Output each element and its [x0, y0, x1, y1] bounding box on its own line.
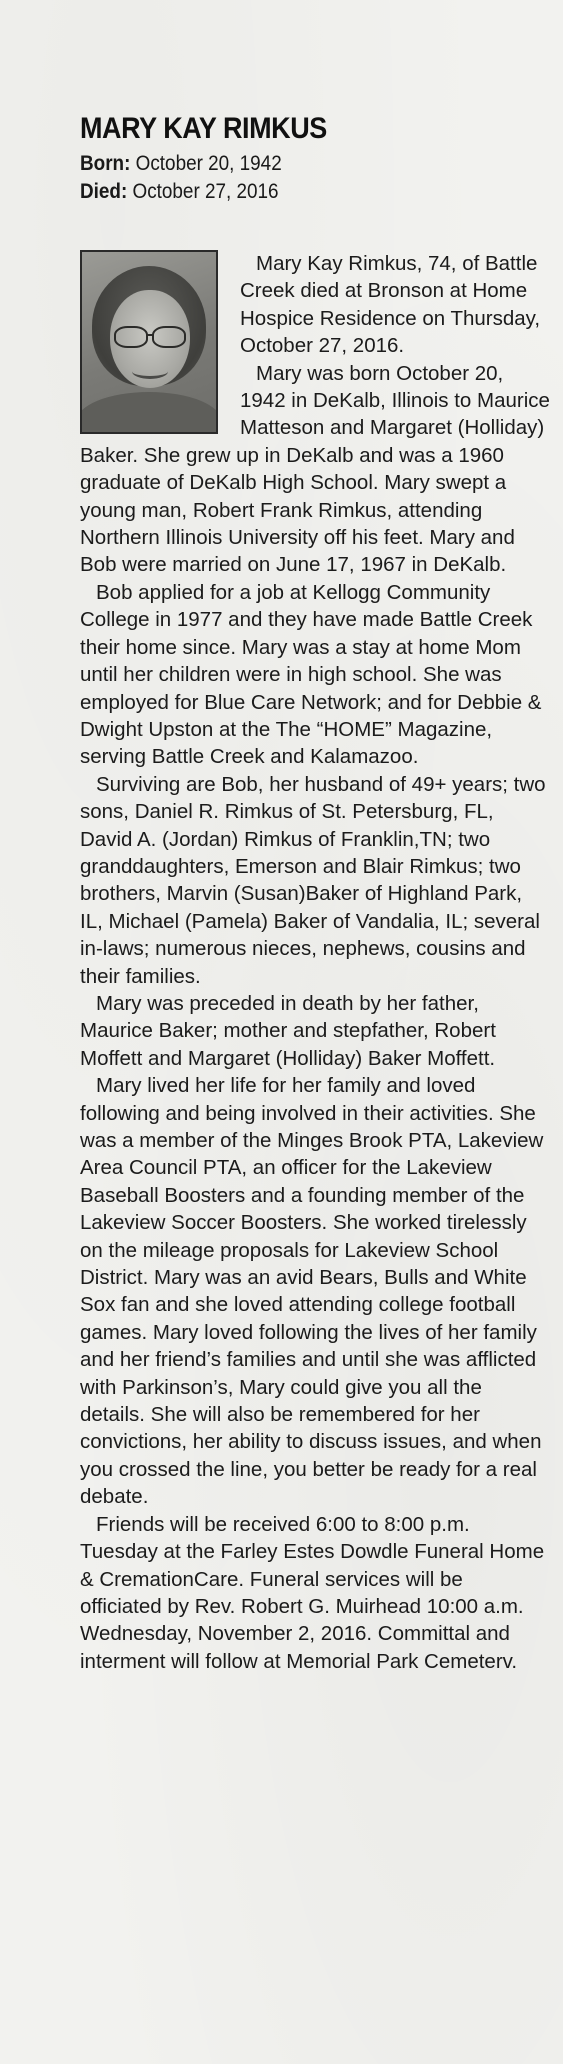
paragraph-career: Bob applied for a job at Kellogg Community College in 1977 and they have made Battle Creek their home since. Mary was a stay at home Mom until her children were in high school. She was employed for Blue Care Network; and for Debbie & Dwight Upston at the The “HOME” Magazine, serving Battle Creek and Kalamazoo. [80, 580, 542, 769]
obituary-body [80, 250, 550, 1675]
died-label: Died: [80, 180, 128, 203]
paragraph-early-life: Mary was born October 20, 1942 in DeKalb, Illinois to Maurice Matteson and Margaret (Holliday) Baker. She grew up in DeKalb and was a 1960 graduate of DeKalb High School. Mary swept a young man, Robert Frank Rimkus, attending Northern Illinois University off his feet. Mary and Bob were married on June 17, 1967 in DeKalb. [80, 361, 550, 577]
obituary-name: MARY KAY RIMKUS [80, 112, 327, 145]
paragraph-survivors: Surviving are Bob, her husband of 49+ years; two sons, Daniel R. Rimkus of St. Petersburg, FL, David A. (Jordan) Rimkus of Franklin,TN; two granddaughters, Emerson and Blair Rimkus; two brothers, Marvin (Susan)Baker of Highland Park, IL, Michael (Pamela) Baker of Vandalia, IL; several in-laws; numerous nieces, nephews, cousins and their families. [80, 772, 546, 988]
paragraph-preceded: Mary was preceded in death by her father, Maurice Baker; mother and stepfather, Robert Moffett and Margaret (Holliday) Baker Moffett. [80, 991, 496, 1070]
obituary-dates [80, 150, 501, 206]
died-line [80, 178, 501, 206]
born-line [80, 150, 501, 178]
died-value: October 27, 2016 [132, 180, 279, 203]
paragraph-services: Friends will be received 6:00 to 8:00 p.m. Tuesday at the Farley Estes Dowdle Funeral Home & CremationCare. Funeral services will be officiated by Rev. Robert G. Muirhead 10:00 a.m. Wednesday, November 2, 2016. Committal and interment will follow at Memorial Park Cemeterv. [80, 1512, 545, 1673]
portrait-photo [80, 250, 218, 434]
paragraph-life: Mary lived her life for her family and loved following and being involved in their activities. She was a member of the Minges Brook PTA, Lakeview Area Council PTA, an officer for the Lakeview Baseball Boosters and a founding member of the Lakeview Soccer Boosters. She worked tirelessly on the mileage proposals for Lakeview School District. Mary was an avid Bears, Bulls and White Sox fan and she loved attending college football games. Mary loved following the lives of her family and her friend’s families and until she was afflicted with Parkinson’s, Mary could give you all the details. She will also be remembered for her convictions, her ability to discuss issues, and when you crossed the line, you better be ready for a real debate. [80, 1074, 544, 1509]
born-label: Born: [80, 152, 131, 175]
obituary-column [80, 112, 548, 1675]
paragraph-death-notice: Mary Kay Rimkus, 74, of Battle Creek died at Bronson at Home Hospice Residence on Thursday, October 27, 2016. [240, 252, 541, 358]
born-value: October 20, 1942 [135, 152, 282, 175]
